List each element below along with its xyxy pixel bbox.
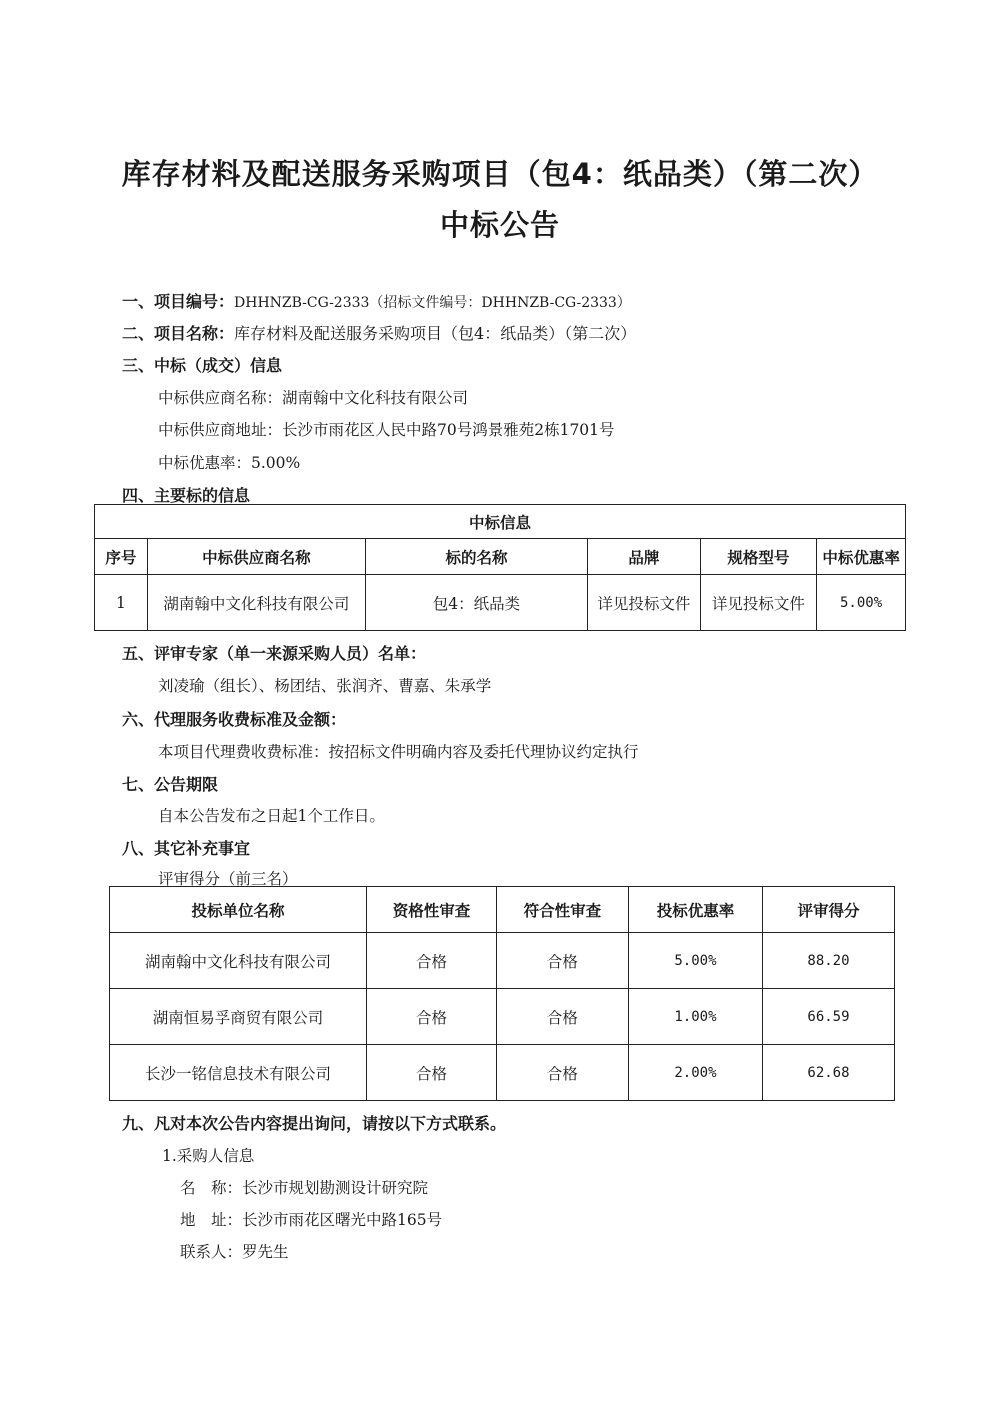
table-cell: 合格: [366, 933, 496, 989]
table-cell: 合格: [366, 989, 496, 1045]
table-cell: 合格: [496, 933, 628, 989]
table-cell: 合格: [366, 1045, 496, 1101]
contact-heading: 九、凡对本次公告内容提出询问，请按以下方式联系。: [122, 1114, 507, 1133]
table-cell: 66.59: [762, 989, 894, 1045]
award-info-heading: 三、中标（成交）信息: [122, 356, 283, 375]
document-title: 库存材料及配送服务采购项目（包4：纸品类）（第二次）: [121, 157, 879, 191]
project-name-value: 库存材料及配送服务采购项目（包4：纸品类）（第二次）: [234, 324, 637, 343]
scores-subtitle: 评审得分（前三名）: [158, 870, 298, 888]
experts-heading: 五、评审专家（单一来源采购人员）名单：: [122, 644, 427, 663]
table-cell: 5.00%: [628, 933, 762, 989]
project-name-label: 二、项目名称：: [122, 324, 235, 343]
table-row: [110, 1045, 895, 1101]
table-header-cell: 规格型号: [700, 539, 817, 575]
table-cell: 湖南翰中文化科技有限公司: [147, 575, 365, 631]
table-row: [110, 933, 895, 989]
table-cell: 详见投标文件: [700, 575, 817, 631]
table-cell: 包4：纸品类: [365, 575, 587, 631]
table-header-cell: 标的名称: [365, 539, 587, 575]
table-row: [110, 989, 895, 1045]
table-header-cell: 符合性审查: [496, 887, 628, 933]
scores-table: [109, 886, 895, 1101]
table-cell: 详见投标文件: [588, 575, 701, 631]
table-header-cell: 中标优惠率: [817, 539, 906, 575]
project-number-label: 一、项目编号：: [122, 292, 235, 311]
table-cell: 合格: [496, 1045, 628, 1101]
award-info-table: [94, 504, 906, 631]
table-header-cell: 品牌: [588, 539, 701, 575]
table-cell: 1.00%: [628, 989, 762, 1045]
purchaser-info-label: 1.采购人信息: [162, 1147, 255, 1165]
table-header-cell: 中标供应商名称: [147, 539, 365, 575]
purchaser-address: 地 址：长沙市雨花区曙光中路165号: [180, 1211, 443, 1229]
project-number-value: DHHNZB-CG-2333（招标文件编号：DHHNZB-CG-2333）: [234, 295, 631, 311]
table-cell: 5.00%: [817, 575, 906, 631]
table-header-cell: 资格性审查: [366, 887, 496, 933]
table-cell: 湖南恒易孚商贸有限公司: [110, 989, 367, 1045]
purchaser-name: 名 称：长沙市规划勘测设计研究院: [180, 1179, 429, 1197]
table-header-cell: 序号: [95, 539, 148, 575]
supplementary-heading: 八、其它补充事宜: [122, 839, 251, 858]
table-header-cell: 投标优惠率: [628, 887, 762, 933]
agency-fee-heading: 六、代理服务收费标准及金额：: [122, 710, 347, 729]
main-subject-heading: 四、主要标的信息: [122, 486, 251, 505]
table-cell: 2.00%: [628, 1045, 762, 1101]
award-info-table-caption: 中标信息: [95, 505, 906, 539]
purchaser-contact: 联系人：罗先生: [180, 1243, 289, 1261]
agency-fee-text: 本项目代理费收费标准：按招标文件明确内容及委托代理协议约定执行: [158, 743, 639, 761]
project-name-row: [122, 321, 636, 344]
table-header-cell: 评审得分: [762, 887, 894, 933]
table-cell: 1: [95, 575, 148, 631]
table-cell: 合格: [496, 989, 628, 1045]
table-cell: 长沙一铭信息技术有限公司: [110, 1045, 367, 1101]
notice-period-text: 自本公告发布之日起1个工作日。: [158, 807, 385, 825]
table-cell: 62.68: [762, 1045, 894, 1101]
project-number-row: [122, 289, 631, 312]
table-cell: 湖南翰中文化科技有限公司: [110, 933, 367, 989]
supplier-name: 中标供应商名称：湖南翰中文化科技有限公司: [158, 389, 469, 407]
supplier-address: 中标供应商地址：长沙市雨花区人民中路70号鸿景雅苑2栋1701号: [158, 421, 615, 439]
award-discount: 中标优惠率：5.00%: [158, 454, 301, 472]
table-row: [95, 575, 906, 631]
table-cell: 88.20: [762, 933, 894, 989]
notice-period-heading: 七、公告期限: [122, 775, 219, 794]
document-subtitle: 中标公告: [439, 208, 560, 242]
experts-list: 刘凌瑜（组长）、杨团结、张润齐、曹嘉、朱承学: [158, 677, 492, 695]
table-header-cell: 投标单位名称: [110, 887, 367, 933]
